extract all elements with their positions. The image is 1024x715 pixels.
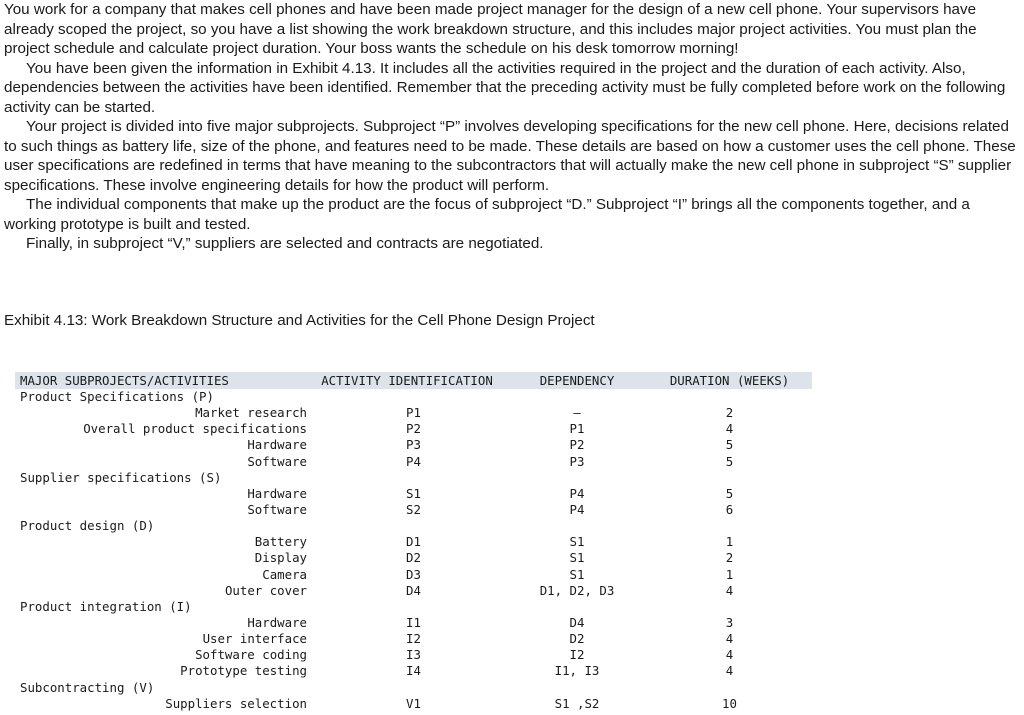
dependency [507, 599, 647, 615]
activity-name: Software [247, 501, 307, 517]
activity-id [307, 518, 507, 534]
header-activities: MAJOR SUBPROJECTS/ACTIVITIES [20, 373, 229, 388]
duration: 4 [725, 663, 734, 679]
activity-id: I1 [406, 614, 421, 630]
activity-id [307, 680, 507, 696]
activity-row [15, 631, 812, 647]
header-activity-id: ACTIVITY IDENTIFICATION [321, 373, 493, 388]
activity-id: P2 [406, 421, 421, 437]
activity-id: D3 [406, 566, 421, 582]
dependency: P1 [569, 421, 585, 437]
wbs-table [15, 372, 812, 712]
dependency: S1 [569, 534, 585, 550]
activity-row [15, 437, 812, 453]
subproject-row [15, 680, 812, 696]
header-duration: DURATION (WEEKS) [669, 373, 790, 388]
activity-row [15, 534, 812, 550]
dependency: D4 [569, 614, 585, 630]
activity-id: P4 [406, 453, 421, 469]
dependency: — [573, 405, 581, 421]
duration: 4 [725, 421, 734, 437]
subproject-row [15, 599, 812, 615]
activity-id [307, 599, 507, 615]
duration: 5 [725, 453, 734, 469]
dependency: P2 [569, 437, 585, 453]
duration: 1 [725, 534, 734, 550]
activity-name: Software [247, 453, 307, 469]
duration [647, 470, 812, 486]
activity-row [15, 583, 812, 599]
activity-name: Hardware [247, 614, 307, 630]
dependency: S1 [569, 566, 585, 582]
paragraph-subprojects: Your project is divided into five major subprojects. Subproject “P” involves developing specifications for the new cell phone. Here, decisions related to such things as battery life, size of the phone, and features need to be made. These details are based on how a customer uses the cell phone. These user specifications are redefined in terms that have meaning to the subcontractors that will actually make the new cell phone in subproject “S” supplier specifications. These involve engineering details for how the product will perform. [4, 118, 1016, 194]
duration: 2 [725, 550, 734, 566]
dependency: I2 [569, 647, 585, 663]
activity-name: Supplier specifications (S) [20, 469, 222, 485]
activity-id: V1 [406, 695, 421, 711]
activity-name: Suppliers selection [165, 695, 307, 711]
activity-row [15, 647, 812, 663]
header-dependency: DEPENDENCY [539, 373, 615, 388]
duration [647, 518, 812, 534]
table-body [15, 389, 812, 712]
activity-name: Hardware [247, 437, 307, 453]
duration: 5 [725, 437, 734, 453]
duration [647, 599, 812, 615]
activity-name: Hardware [247, 485, 307, 501]
activity-id: I2 [406, 631, 421, 647]
duration: 3 [725, 614, 734, 630]
case-text [4, 0, 1020, 254]
subproject-row [15, 470, 812, 486]
duration [647, 680, 812, 696]
activity-id [307, 470, 507, 486]
activity-name: Camera [262, 566, 307, 582]
dependency [507, 389, 647, 405]
duration: 5 [725, 485, 734, 501]
dependency: D2 [569, 631, 585, 647]
dependency: P4 [569, 501, 585, 517]
activity-id: D1 [406, 534, 421, 550]
dependency [507, 470, 647, 486]
activity-id: S2 [406, 501, 421, 517]
dependency: S1 [569, 550, 585, 566]
activity-row [15, 486, 812, 502]
activity-name: Product design (D) [20, 518, 155, 534]
duration: 10 [722, 695, 737, 711]
exhibit-title: Exhibit 4.13: Work Breakdown Structure and Activities for the Cell Phone Design Project [4, 312, 595, 329]
activity-name: Prototype testing [180, 663, 307, 679]
paragraph-subcontracting: Finally, in subproject “V,” suppliers are selected and contracts are negotiated. [26, 235, 544, 252]
activity-row [15, 615, 812, 631]
duration: 1 [725, 566, 734, 582]
duration: 4 [725, 631, 734, 647]
duration: 2 [725, 405, 734, 421]
activity-row [15, 663, 812, 679]
dependency: I1, I3 [554, 663, 600, 679]
paragraph-components: The individual components that make up the product are the focus of subproject “D.” Subproject “I” brings all the components together, and a working prototype is built and tested. [4, 196, 970, 233]
activity-row [15, 567, 812, 583]
subproject-row [15, 518, 812, 534]
activity-row [15, 550, 812, 566]
activity-id [307, 389, 507, 405]
activity-name: Overall product specifications [83, 421, 307, 437]
dependency: S1 ,S2 [554, 695, 600, 711]
activity-row [15, 405, 812, 421]
activity-row [15, 421, 812, 437]
table-header [15, 372, 812, 389]
activity-name: Outer cover [224, 582, 307, 598]
subproject-row [15, 389, 812, 405]
dependency: P4 [569, 485, 585, 501]
activity-name: Market research [195, 405, 307, 421]
activity-row [15, 454, 812, 470]
activity-name: Subcontracting (V) [20, 679, 155, 695]
activity-row [15, 502, 812, 518]
activity-name: User interface [202, 631, 307, 647]
activity-id: P1 [406, 405, 421, 421]
activity-id: I4 [406, 663, 421, 679]
activity-id: P3 [406, 437, 421, 453]
activity-row [15, 696, 812, 712]
activity-name: Software coding [195, 647, 307, 663]
activity-name: Product integration (I) [20, 598, 192, 614]
activity-name: Display [254, 550, 307, 566]
paragraph-exhibit-info: You have been given the information in Exhibit 4.13. It includes all the activities required in the project and the duration of each activity. Also, dependencies between the activities have been identified. Remember that the preceding activity must be fully completed before work on the following activity can be started. [4, 59, 1006, 116]
paragraph-intro: You work for a company that makes cell phones and have been made project manager for the design of a new cell phone. Your supervisors have already scoped the project, so you have a list showing the work breakdown structure, and this includes major project activities. You must plan the project schedule and calculate project duration. Your boss wants the schedule on his desk tomorrow morning! [4, 1, 977, 57]
activity-id: I3 [406, 647, 421, 663]
dependency: D1, D2, D3 [539, 582, 615, 598]
dependency [507, 518, 647, 534]
dependency: P3 [569, 453, 585, 469]
duration [647, 389, 812, 405]
activity-id: D2 [406, 550, 421, 566]
dependency [507, 680, 647, 696]
duration: 4 [725, 647, 734, 663]
activity-name: Product Specifications (P) [20, 389, 214, 404]
duration: 6 [725, 501, 734, 517]
duration: 4 [725, 582, 734, 598]
activity-name: Battery [254, 534, 307, 550]
activity-id: D4 [406, 582, 421, 598]
activity-id: S1 [406, 485, 421, 501]
